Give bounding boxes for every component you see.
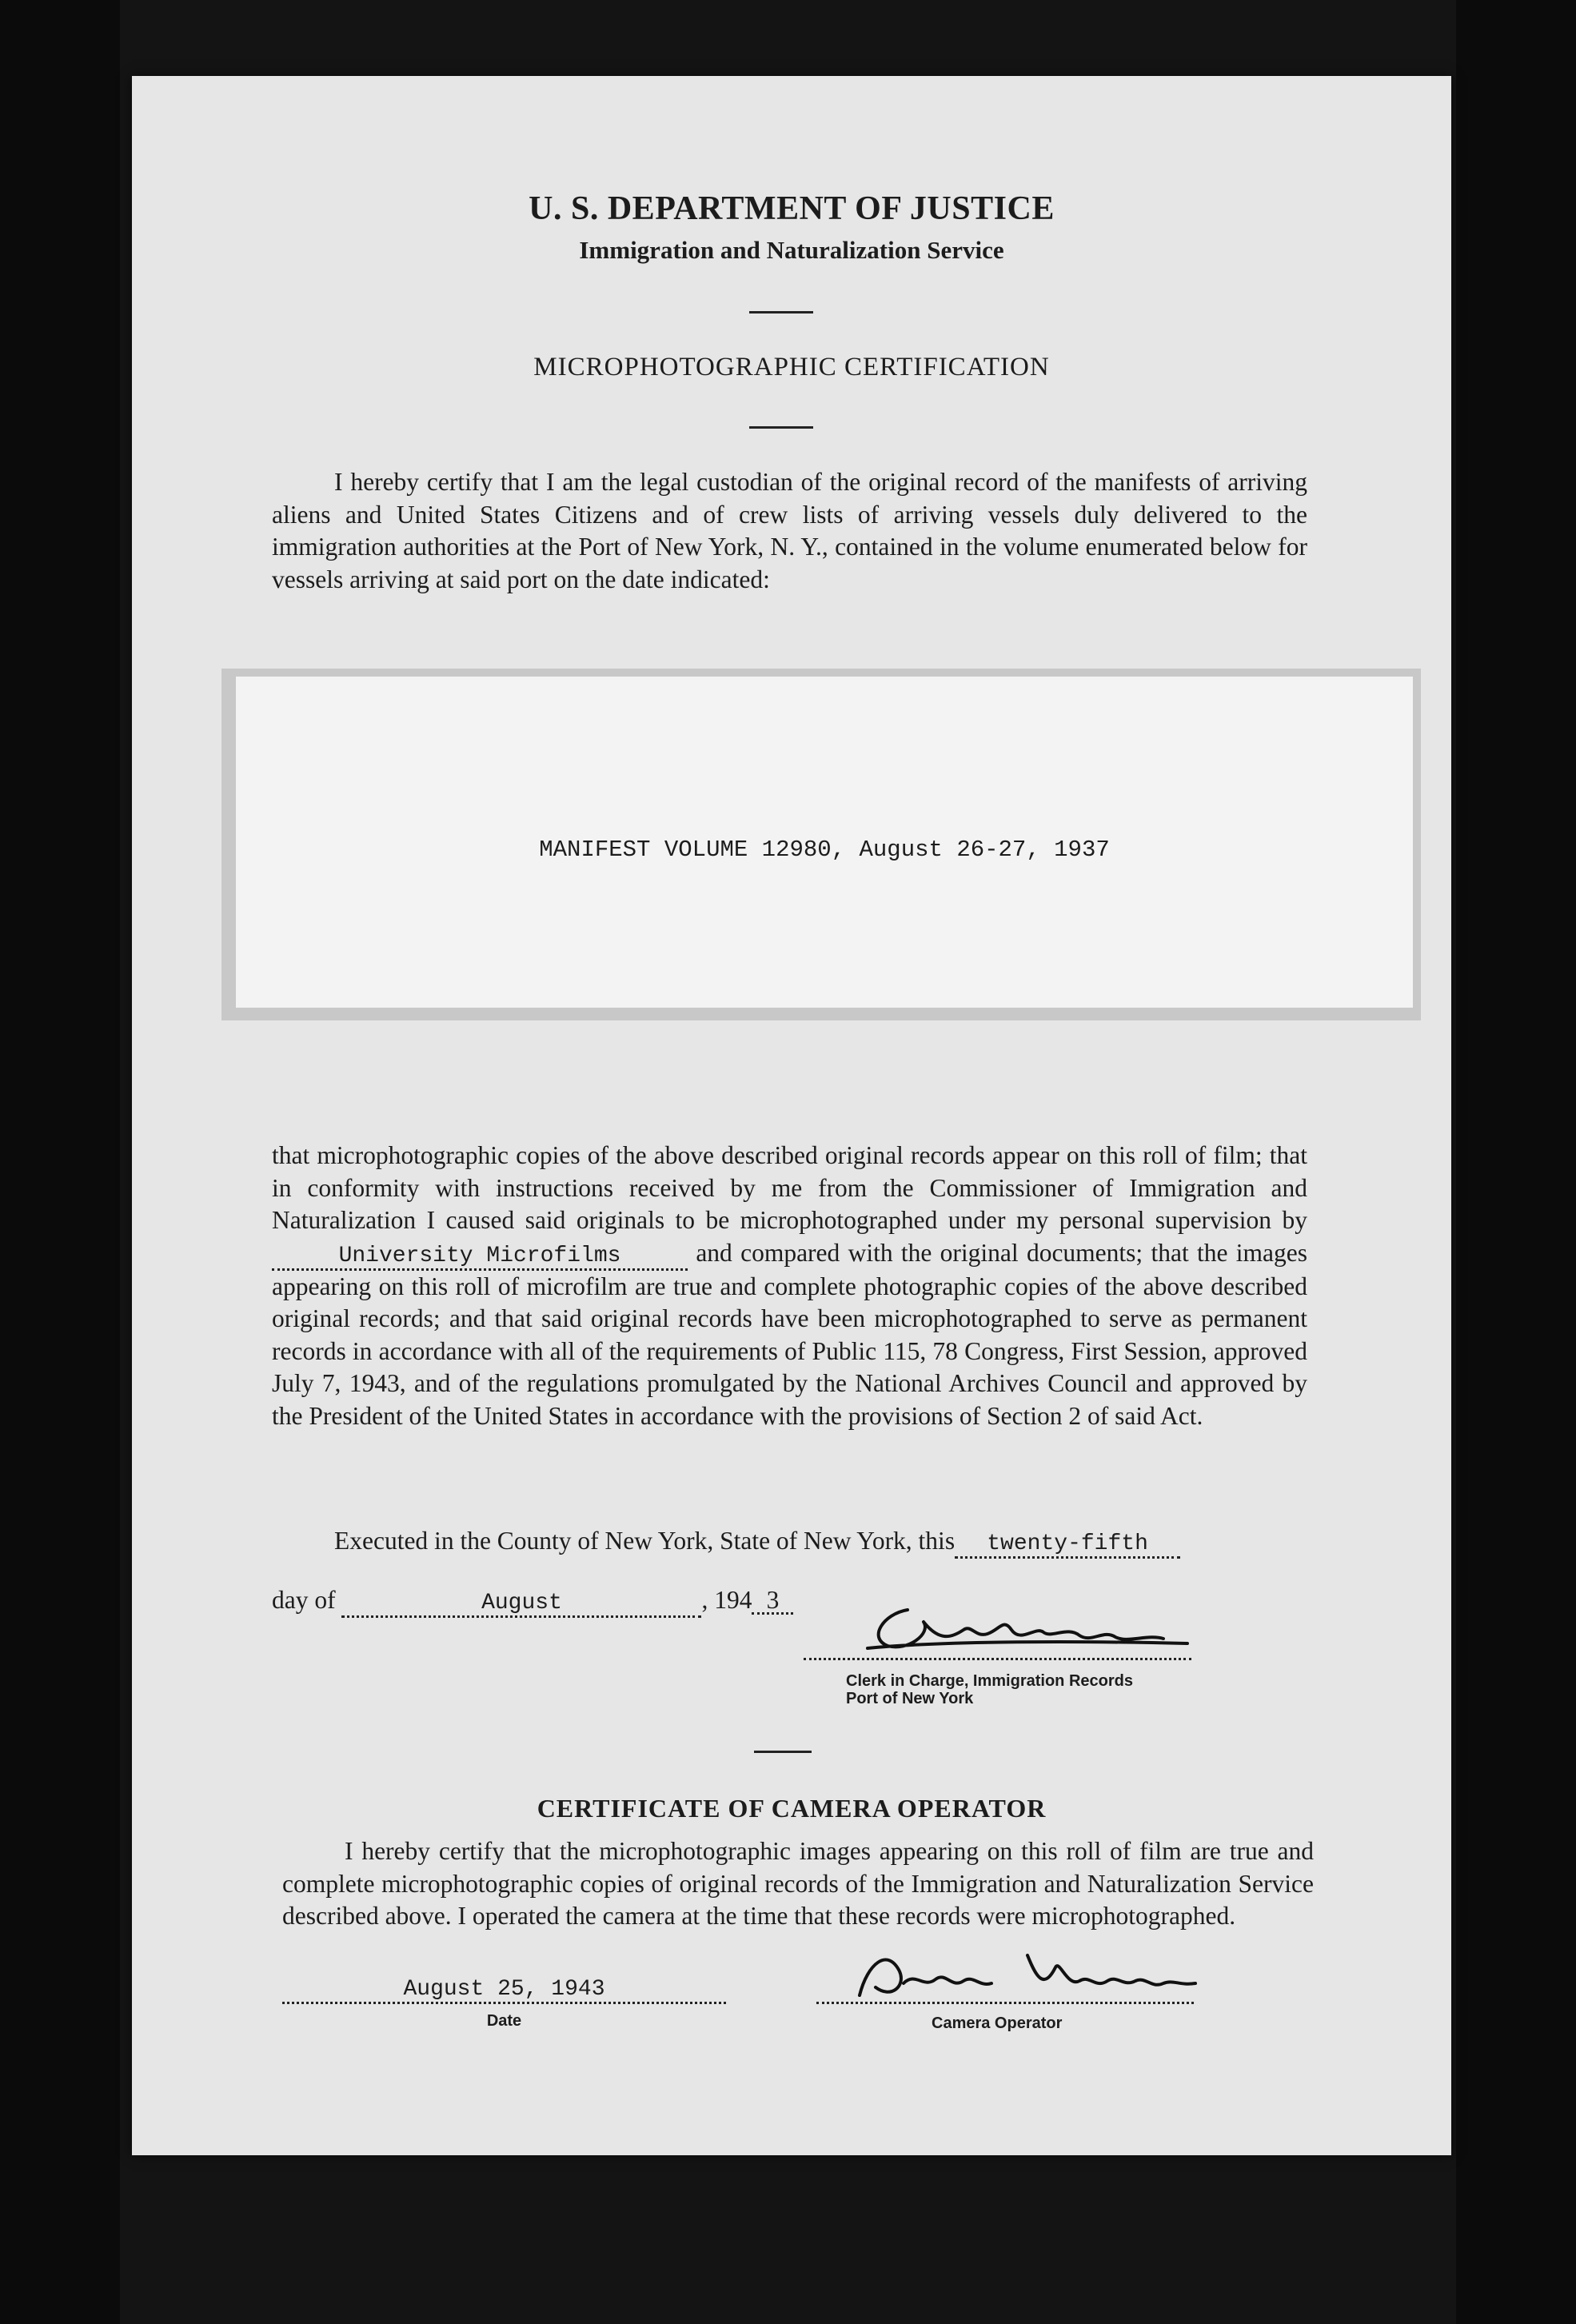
year-prefix: , 194	[701, 1586, 752, 1614]
clerk-title	[846, 1672, 1133, 1707]
year-digit-field	[752, 1588, 793, 1615]
department-heading: U. S. DEPARTMENT OF JUSTICE	[529, 190, 1055, 227]
execution-line	[334, 1527, 1180, 1559]
camera-date-label: Date	[486, 2012, 522, 2030]
day-of-label: day of	[272, 1586, 336, 1614]
filmed-by-value: University Microfilms	[338, 1243, 621, 1268]
film-edge-right	[1456, 0, 1576, 2324]
clerk-title-line2: Port of New York	[846, 1690, 974, 1707]
body-paragraph	[272, 1140, 1307, 1432]
manifest-volume-label: MANIFEST VOLUME 12980, August 26-27, 1937	[539, 837, 1110, 863]
operator-label: Camera Operator	[932, 2015, 1063, 2032]
operator-signature	[844, 1939, 1203, 2011]
intro-paragraph: I hereby certify that I am the legal custodian of the original record of the manifests of arriving aliens and United States Citizens and of crew lists of arriving vessels duly delivered to the immigration authorities at the Port of New York, N. Y., contained in the volume enumerated below for vessels arriving at said port on the date indicated:	[272, 468, 1307, 593]
operator-signature-line	[816, 2002, 1194, 2004]
execution-day-field	[955, 1532, 1180, 1559]
service-subheading: Immigration and Naturalization Service	[579, 236, 1004, 264]
execution-day-value: twenty-fifth	[987, 1531, 1148, 1556]
camera-certificate-text: I hereby certify that the microphotographic images appearing on this roll of film are true and complete microphotographic copies of original records of the Immigration and Naturalization Service described above. I operated the camera at the time that these records were microphotographed.	[282, 1837, 1314, 1930]
camera-date-block	[282, 1978, 726, 2030]
certification-title: MICROPHOTOGRAPHIC CERTIFICATION	[533, 353, 1050, 381]
month-field	[341, 1591, 701, 1618]
filmed-by-field	[272, 1244, 688, 1271]
camera-date-field	[282, 1978, 726, 2004]
divider-rule	[749, 426, 813, 429]
camera-certificate-title: CERTIFICATE OF CAMERA OPERATOR	[537, 1794, 1047, 1823]
clerk-signature-line	[804, 1658, 1191, 1660]
film-edge-left	[0, 0, 120, 2324]
operator-signature-scrawl	[844, 1939, 1203, 2011]
manifest-volume-slip	[221, 669, 1421, 1020]
clerk-title-line1: Clerk in Charge, Immigration Records	[846, 1672, 1133, 1690]
camera-date-value: August 25, 1943	[403, 1977, 605, 2002]
month-value: August	[481, 1591, 562, 1615]
divider-rule	[749, 311, 813, 313]
body-text-part2: and compared with the original documents; that the images appearing on this roll of microfilm are true and complete photographic copies of the above described original records; and that said original records have been microphotographed to serve as permanent records in accordance with all of the requirements of Public 115, 78 Congress, First Session, approved July 7, 1943, and of the regulations promulgated by the National Archives Council and approved by the President of the United States in accordance with the provisions of Section 2 of said Act.	[272, 1238, 1308, 1430]
clerk-signature	[812, 1594, 1195, 1666]
clerk-signature-scrawl	[812, 1594, 1195, 1666]
day-of-line	[272, 1586, 793, 1618]
year-digit-value: 3	[766, 1586, 780, 1614]
body-text-part1: that microphotographic copies of the above described original records appear on this roll of film; that in conformity with instructions received by me from the Commissioner of Immigration and Naturalization I caused said originals to be microphotographed under my personal supervision by	[272, 1141, 1307, 1234]
divider-rule	[754, 1751, 812, 1753]
certificate-sheet	[132, 76, 1451, 2155]
execution-prefix: Executed in the County of New York, State of New York, this	[334, 1527, 956, 1555]
